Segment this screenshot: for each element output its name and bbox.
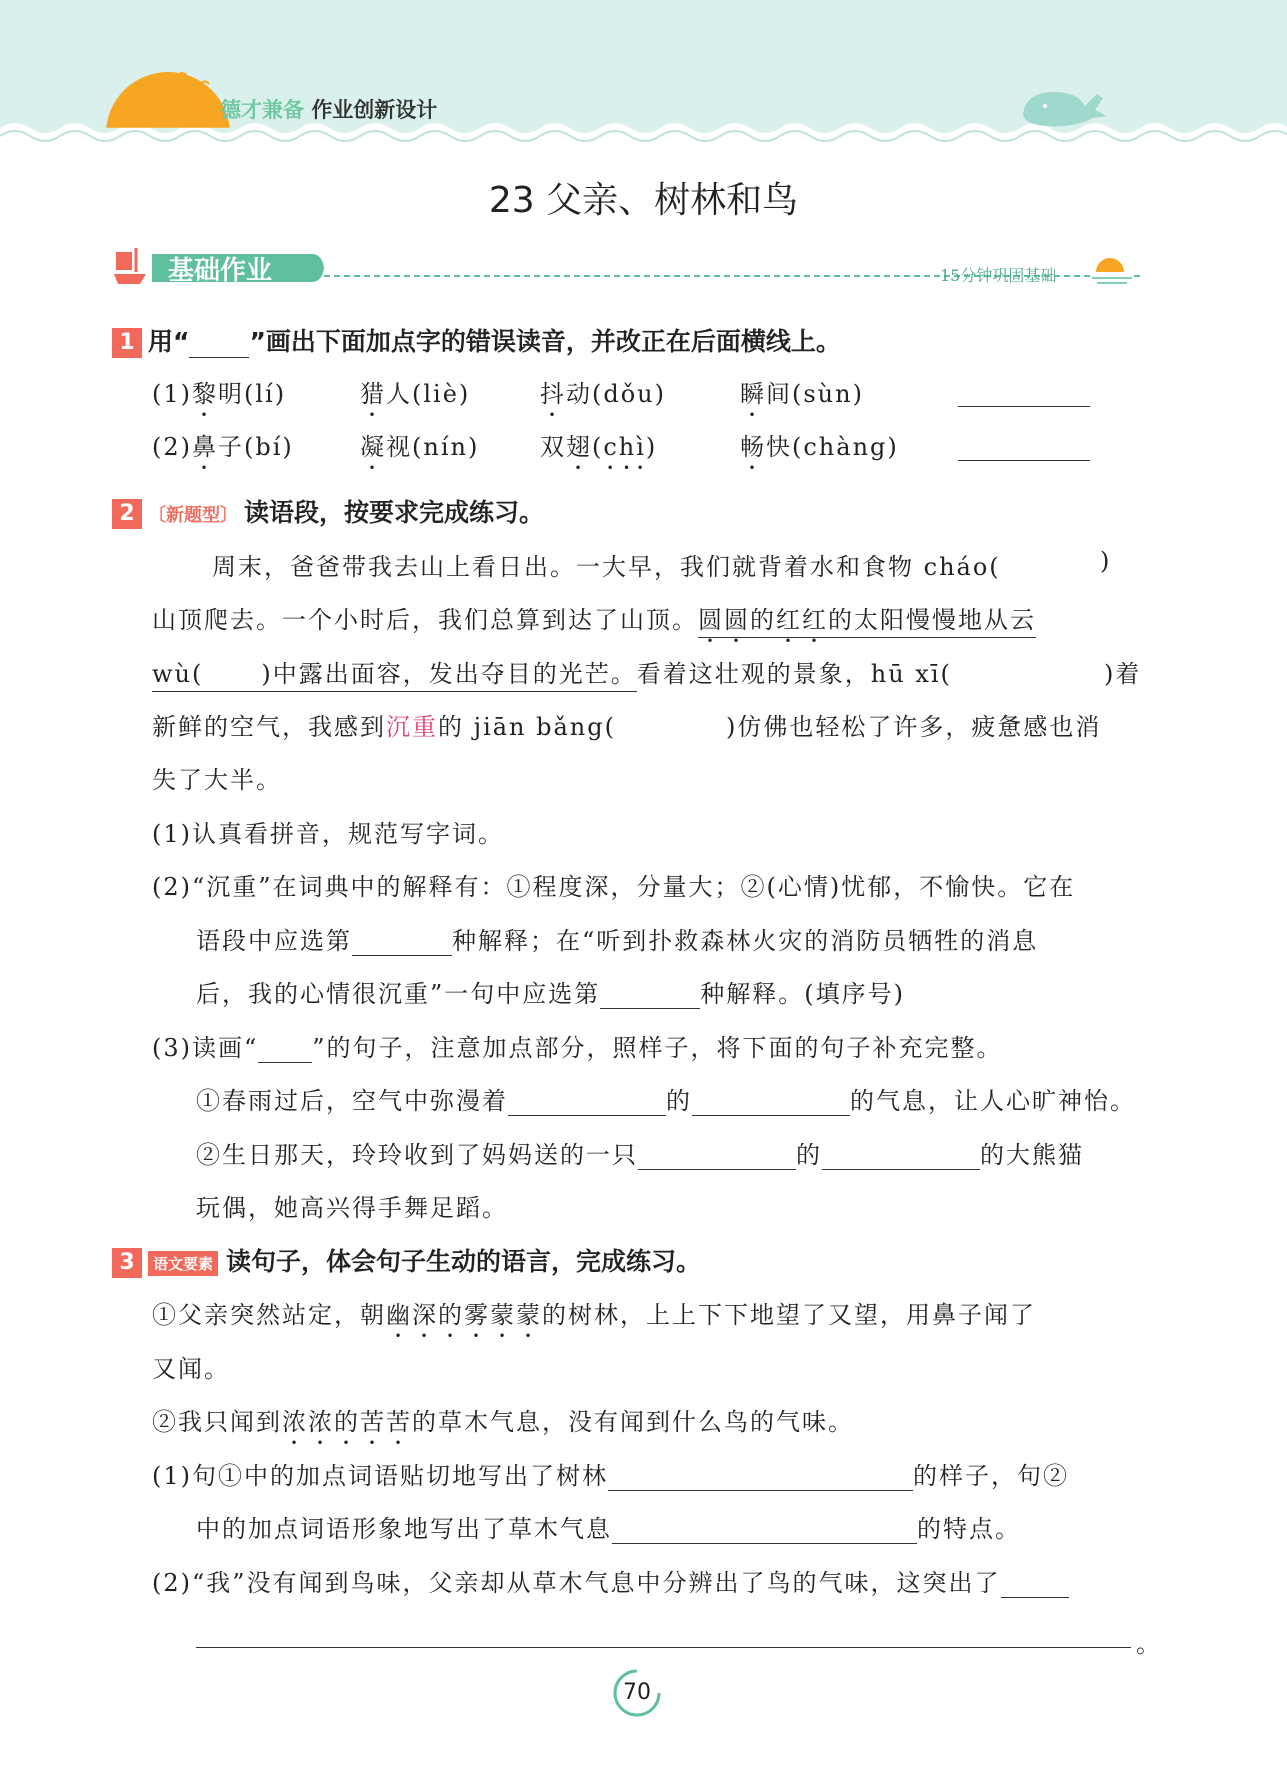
- dotted-word: 圆圆: [698, 606, 750, 634]
- item-text: 明(lí): [218, 380, 287, 408]
- brand-subtitle: 作业创新设计: [311, 98, 438, 122]
- q2-sub-3-item-1: [196, 1081, 1136, 1116]
- answer-line[interactable]: [600, 982, 700, 1009]
- dotted-char: 黎: [192, 380, 218, 408]
- underline-sample: [189, 357, 249, 358]
- q3-sentence-2: [152, 1402, 854, 1450]
- birds-icon: [165, 62, 215, 90]
- language-element-tag: 语文要素: [148, 1251, 218, 1276]
- q2-sub-2: [152, 867, 1075, 902]
- q1-number: 1: [112, 328, 142, 358]
- answer-line[interactable]: [352, 929, 452, 956]
- q3-sub-1: [152, 1456, 1069, 1491]
- q1-row-2: [152, 427, 899, 475]
- sub-question: 种解释；在“听到扑救森林火灾的消防员牺牲的消息: [452, 927, 1039, 955]
- q3-heading: [112, 1242, 701, 1278]
- q3-number: 3: [112, 1248, 142, 1278]
- lesson-title: 23 父亲、树林和鸟: [488, 180, 799, 221]
- q2-sub-3-item-2: [196, 1135, 1084, 1170]
- q2-para-line-1: [212, 547, 1001, 582]
- sub-question: 。: [1136, 1630, 1162, 1658]
- item-text: 快(chàng): [766, 433, 899, 461]
- sub-question: 后，我的心情很沉重”一句中应选第: [196, 980, 601, 1008]
- sub-question: (3)读画“: [152, 1034, 259, 1062]
- section-label: 基础作业: [168, 256, 273, 286]
- answer-line[interactable]: [612, 1517, 917, 1544]
- sub-question: ①春雨过后，空气中弥漫着: [196, 1087, 508, 1115]
- q2-para-line-2: [152, 600, 1036, 648]
- sub-question: 的大熊猫: [980, 1141, 1084, 1169]
- answer-line-long[interactable]: [196, 1617, 1131, 1648]
- sentence-text: ①父亲突然站定，朝: [152, 1301, 386, 1329]
- sub-question: 玩偶，她高兴得手舞足蹈。: [196, 1194, 508, 1222]
- dotted-word: 浓浓的苦苦: [282, 1408, 412, 1436]
- dotted-word: 幽深的雾蒙蒙: [386, 1301, 542, 1329]
- item-text: 间(sùn): [766, 380, 864, 408]
- q3-sub-2: [152, 1563, 1069, 1598]
- answer-line[interactable]: [1001, 1571, 1069, 1598]
- new-type-tag: 〔新题型〕: [148, 505, 238, 526]
- sub-question: 种解释。(填序号): [700, 980, 906, 1008]
- highlight-word: 沉重: [386, 713, 438, 741]
- sub-question: 的: [666, 1087, 692, 1115]
- sentence-text: ②我只闻到: [152, 1408, 282, 1436]
- brand-title: [220, 94, 437, 124]
- item-text: 动(dǒu): [566, 380, 666, 408]
- sentence-text: 的草木气息，没有闻到什么鸟的气味。: [412, 1408, 854, 1436]
- item-text: 子(bí): [218, 433, 294, 461]
- para-text: 山顶爬去。一个小时后，我们总算到达了山顶。: [152, 606, 698, 634]
- q2-sub-2-line-2: [196, 921, 1038, 956]
- para-text: 失了大半。: [152, 766, 282, 794]
- q2-para-line-3: [152, 654, 952, 689]
- dotted-char: 瞬: [740, 380, 766, 408]
- item-index: (2): [152, 433, 192, 461]
- whale-icon: [1015, 80, 1110, 130]
- q3-sub-2-end: [1136, 1624, 1162, 1659]
- sub-question: 的气息，让人心旷神怡。: [850, 1087, 1136, 1115]
- sub-question: ②生日那天，玲玲收到了妈妈送的一只: [196, 1141, 638, 1169]
- q2-para-line-4: [152, 707, 616, 742]
- pinyin-prompt: 看着这壮观的景象，hū xī(: [636, 660, 952, 688]
- dotted-char: 猎: [360, 380, 386, 408]
- para-text: 新鲜的空气，我感到: [152, 713, 386, 741]
- dotted-char: 鼻: [192, 433, 218, 461]
- sentence-text: 又闻。: [152, 1355, 230, 1383]
- para-text: 周末，爸爸带我去山上看日出。一大早，我们就背着水和食物 cháo(: [212, 553, 1001, 581]
- q2-sub-3: [152, 1028, 1003, 1063]
- q2-para-line-1-end: [1100, 547, 1111, 575]
- q3-sentence-1-cont: [152, 1349, 230, 1384]
- q2-sub-3-item-2-cont: [196, 1188, 508, 1223]
- q1-heading: [112, 322, 841, 358]
- para-text: ): [1100, 547, 1112, 575]
- sub-question: 的特点。: [917, 1515, 1021, 1543]
- sub-question: (1)认真看拼音，规范写字词。: [152, 820, 504, 848]
- underlined-sentence: )中露出面容，发出夺目的光芒。: [261, 660, 637, 688]
- answer-line[interactable]: [958, 378, 1090, 407]
- sentence-text: 的树林，上上下下地望了又望，用鼻子闻了: [542, 1301, 1036, 1329]
- sub-question: 的: [796, 1141, 822, 1169]
- item-text: 人(liè): [386, 380, 471, 408]
- sub-question: ”的句子，注意加点部分，照样子，将下面的句子补充完整。: [312, 1034, 1003, 1062]
- answer-line[interactable]: [822, 1143, 980, 1170]
- q3-sentence-1: [152, 1295, 1036, 1343]
- q1-heading-a: 用“: [148, 327, 190, 356]
- pinyin-prompt: wù(: [152, 660, 204, 688]
- q2-para-line-3-end: [1104, 654, 1141, 689]
- q2-heading-text: 读语段，按要求完成练习。: [244, 498, 545, 527]
- q2-heading: [112, 493, 544, 529]
- para-text: )仿佛也轻松了许多，疲惫感也消: [726, 713, 1102, 741]
- sub-question: 语段中应选第: [196, 927, 352, 955]
- sub-question: 的样子，句②: [913, 1462, 1069, 1490]
- brand-name: 德才兼备: [220, 98, 304, 122]
- dotted-char: 畅: [740, 433, 766, 461]
- item-index: (1): [152, 380, 192, 408]
- dotted-char: 翅(chì): [566, 433, 658, 461]
- sub-question: (1)句①中的加点词语贴切地写出了树林: [152, 1462, 608, 1490]
- item-text: 视(nín): [386, 433, 480, 461]
- q2-sub-1: [152, 814, 504, 849]
- q1-row-1: [152, 374, 864, 422]
- q3-heading-text: 读句子，体会句子生动的语言，完成练习。: [226, 1247, 702, 1276]
- q1-heading-b: ”画出下面加点字的错误读音，并改正在后面横线上。: [249, 327, 841, 356]
- q3-sub-1-cont: [196, 1509, 1021, 1544]
- dotted-char: 凝: [360, 433, 386, 461]
- q2-sub-2-line-3: [196, 974, 905, 1009]
- q2-para-line-4-end: [726, 707, 1101, 742]
- page-number-badge: [612, 1668, 662, 1718]
- para-text: )着: [1104, 660, 1142, 688]
- q2-number: 2: [112, 499, 142, 529]
- answer-line[interactable]: [608, 1464, 913, 1491]
- dotted-char: 抖: [540, 380, 566, 408]
- sub-question: 中的加点词语形象地写出了草木气息: [196, 1515, 612, 1543]
- answer-line[interactable]: [638, 1143, 796, 1170]
- answer-line[interactable]: [958, 432, 1090, 461]
- q2-para-line-5: [152, 760, 282, 795]
- page-number: 70: [623, 1680, 651, 1705]
- underline-sample: [258, 1040, 312, 1063]
- dotted-word: 红红: [776, 606, 828, 634]
- item-text: 双: [540, 433, 566, 461]
- sub-question: (2)“沉重”在词典中的解释有：①程度深，分量大；②(心情)忧郁，不愉快。它在: [152, 873, 1076, 901]
- pinyin-prompt: 的 jiān bǎng(: [438, 713, 616, 741]
- section-time-note: 15分钟巩固基础: [940, 266, 1057, 285]
- para-text: 的: [750, 606, 776, 634]
- answer-line[interactable]: [692, 1089, 850, 1116]
- sub-question: (2)“我”没有闻到鸟味，父亲却从草木气息中分辨出了鸟的气味，这突出了: [152, 1569, 1001, 1597]
- answer-line[interactable]: [508, 1089, 666, 1116]
- underlined-sentence: 的太阳慢慢地从云: [828, 606, 1036, 634]
